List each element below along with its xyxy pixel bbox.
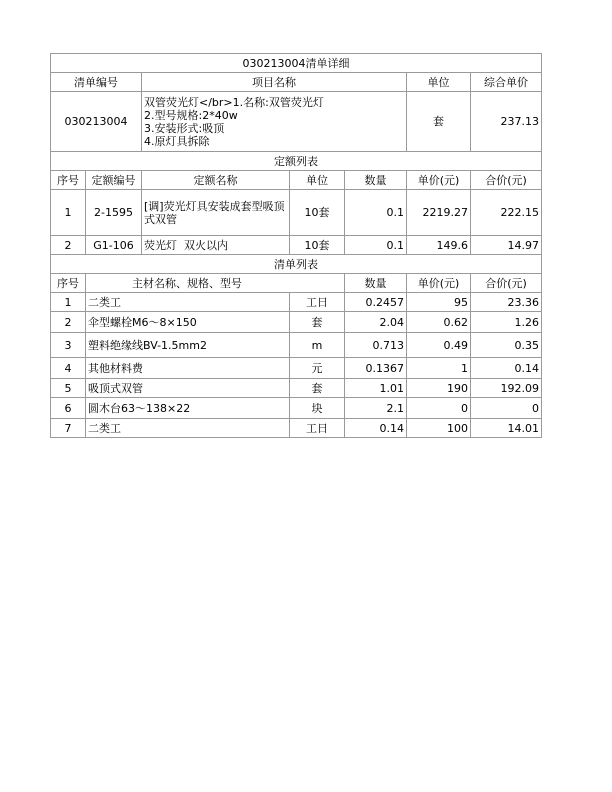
quota-total: 14.97 — [471, 236, 542, 255]
quota-unit-header: 单位 — [290, 171, 345, 190]
materials-total: 14.01 — [471, 419, 542, 438]
materials-unit-price: 190 — [407, 379, 471, 398]
bill-price-header: 综合单价 — [471, 73, 542, 92]
bill-code-header: 清单编号 — [51, 73, 142, 92]
bill-unit-header: 单位 — [407, 73, 471, 92]
bill-description-line: 双管荧光灯</br>1.名称:双管荧光灯 — [144, 95, 324, 109]
bill-detail-table — [50, 53, 542, 438]
materials-row — [51, 312, 542, 333]
materials-row — [51, 293, 542, 312]
materials-seq: 1 — [51, 293, 86, 312]
quota-unit-price: 2219.27 — [407, 190, 471, 236]
materials-seq-header: 序号 — [51, 274, 86, 293]
quota-code: 2-1595 — [86, 190, 142, 236]
materials-name: 圆木台63～138×22 — [86, 398, 290, 419]
materials-row — [51, 398, 542, 419]
materials-total-header: 合价(元) — [471, 274, 542, 293]
bill-code: 030213004 — [51, 92, 142, 152]
materials-unit: 元 — [290, 358, 345, 379]
bill-description-line: 4.原灯具拆除 — [144, 134, 210, 148]
materials-qty: 0.713 — [345, 333, 407, 358]
materials-name-header: 主材名称、规格、型号 — [86, 274, 345, 293]
quota-code: G1-106 — [86, 236, 142, 255]
quota-qty-header: 数量 — [345, 171, 407, 190]
materials-unit-price: 1 — [407, 358, 471, 379]
quota-unit-price-header: 单价(元) — [407, 171, 471, 190]
materials-qty: 0.1367 — [345, 358, 407, 379]
materials-qty: 0.14 — [345, 419, 407, 438]
quota-row — [51, 190, 542, 236]
quota-total: 222.15 — [471, 190, 542, 236]
materials-total: 0.35 — [471, 333, 542, 358]
materials-unit-price-header: 单价(元) — [407, 274, 471, 293]
materials-seq: 5 — [51, 379, 86, 398]
materials-qty: 2.04 — [345, 312, 407, 333]
materials-name: 伞型螺栓M6～8×150 — [86, 312, 290, 333]
materials-unit-price: 95 — [407, 293, 471, 312]
materials-section-title: 清单列表 — [51, 255, 542, 274]
quota-seq-header: 序号 — [51, 171, 86, 190]
materials-qty: 0.2457 — [345, 293, 407, 312]
materials-qty: 1.01 — [345, 379, 407, 398]
quota-section-title: 定额列表 — [51, 152, 542, 171]
quota-code-header: 定额编号 — [86, 171, 142, 190]
bill-unit: 套 — [407, 92, 471, 152]
materials-unit-price: 100 — [407, 419, 471, 438]
quota-unit: 10套 — [290, 190, 345, 236]
quota-unit: 10套 — [290, 236, 345, 255]
materials-seq: 4 — [51, 358, 86, 379]
materials-unit: 套 — [290, 312, 345, 333]
materials-total: 0.14 — [471, 358, 542, 379]
bill-price: 237.13 — [471, 92, 542, 152]
materials-seq: 2 — [51, 312, 86, 333]
quota-total-header: 合价(元) — [471, 171, 542, 190]
materials-seq: 7 — [51, 419, 86, 438]
materials-unit: 工日 — [290, 419, 345, 438]
materials-row — [51, 419, 542, 438]
materials-unit: 工日 — [290, 293, 345, 312]
materials-seq: 6 — [51, 398, 86, 419]
materials-unit-price: 0.49 — [407, 333, 471, 358]
quota-seq: 1 — [51, 190, 86, 236]
quota-unit-price: 149.6 — [407, 236, 471, 255]
quota-qty: 0.1 — [345, 190, 407, 236]
materials-qty: 2.1 — [345, 398, 407, 419]
materials-seq: 3 — [51, 333, 86, 358]
materials-unit: m — [290, 333, 345, 358]
quota-name: 荧光灯 双火以内 — [142, 236, 290, 255]
materials-row — [51, 358, 542, 379]
materials-name: 塑料绝缘线BV-1.5mm2 — [86, 333, 290, 358]
materials-row — [51, 333, 542, 358]
bill-description-line: 3.安装形式:吸顶 — [144, 121, 225, 135]
materials-unit-price: 0.62 — [407, 312, 471, 333]
materials-name: 二类工 — [86, 419, 290, 438]
quota-row — [51, 236, 542, 255]
materials-total: 192.09 — [471, 379, 542, 398]
materials-unit: 套 — [290, 379, 345, 398]
materials-unit: 块 — [290, 398, 345, 419]
materials-total: 1.26 — [471, 312, 542, 333]
materials-name: 二类工 — [86, 293, 290, 312]
materials-row — [51, 379, 542, 398]
materials-unit-price: 0 — [407, 398, 471, 419]
materials-name: 其他材料费 — [86, 358, 290, 379]
quota-name: [调]荧光灯具安装成套型吸顶式双管 — [142, 190, 290, 236]
materials-total: 23.36 — [471, 293, 542, 312]
quota-seq: 2 — [51, 236, 86, 255]
bill-name-header: 项目名称 — [142, 73, 407, 92]
materials-qty-header: 数量 — [345, 274, 407, 293]
materials-name: 吸顶式双管 — [86, 379, 290, 398]
materials-total: 0 — [471, 398, 542, 419]
bill-description — [142, 92, 407, 152]
bill-description-line: 2.型号规格:2*40w — [144, 108, 238, 122]
table-title: 030213004清单详细 — [51, 54, 542, 73]
quota-qty: 0.1 — [345, 236, 407, 255]
quota-name-header: 定额名称 — [142, 171, 290, 190]
